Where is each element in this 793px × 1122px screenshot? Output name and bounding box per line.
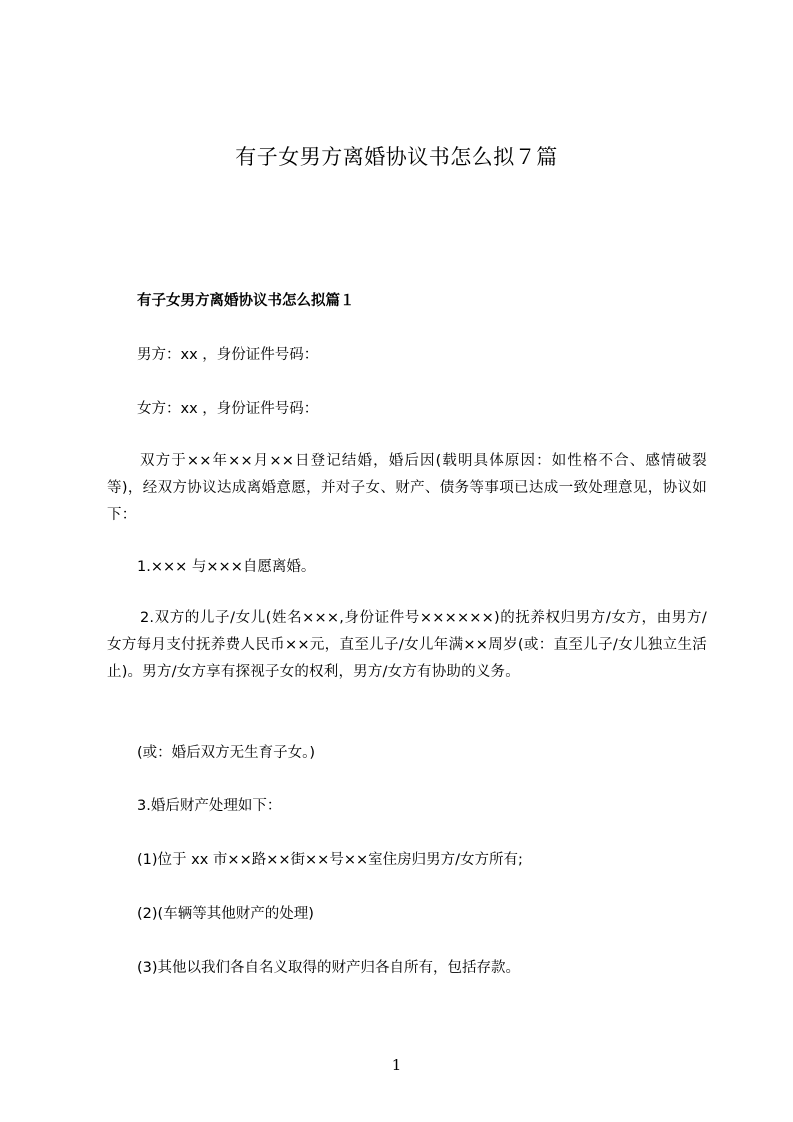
- document-title: 有子女男方离婚协议书怎么拟７篇: [235, 145, 558, 169]
- intro-paragraph: 双方于××年××月××日登记结婚，婚后因(载明具体原因：如性格不合、感情破裂等)，经双方协议达成离婚意愿，并对子女、财产、债务等事项已达成一致处理意见，协议如下：: [107, 453, 707, 523]
- page-number: 1: [391, 1056, 402, 1074]
- clause-2: 2.双方的儿子/女儿(姓名×××,身份证件号××××××)的抚养权归男方/女方，由男方/女方每月支付抚养费人民币××元，直至儿子/女儿年满××周岁(或：直至儿子/女儿独立生活止)。男方/女方享有探视子女的权利，男方/女方有协助的义务。: [107, 610, 707, 680]
- clause-3-item-2: (2)(车辆等其他财产的处理): [137, 906, 314, 922]
- husband-line: 男方：xx ，身份证件号码：: [137, 347, 319, 363]
- clause-1: 1.××× 与×××自愿离婚。: [137, 559, 316, 575]
- section-heading: 有子女男方离婚协议书怎么拟篇１: [137, 293, 355, 309]
- wife-line: 女方：xx ，身份证件号码：: [137, 401, 319, 417]
- clause-3-item-1: (1)位于 xx 市××路××街××号××室住房归男方/女方所有;: [137, 852, 523, 868]
- clause-3: 3.婚后财产处理如下：: [137, 798, 282, 814]
- clause-2-alternative: (或：婚后双方无生育子女。): [137, 745, 316, 761]
- clause-3-item-3: (3)其他以我们各自名义取得的财产归各自所有，包括存款。: [137, 960, 521, 976]
